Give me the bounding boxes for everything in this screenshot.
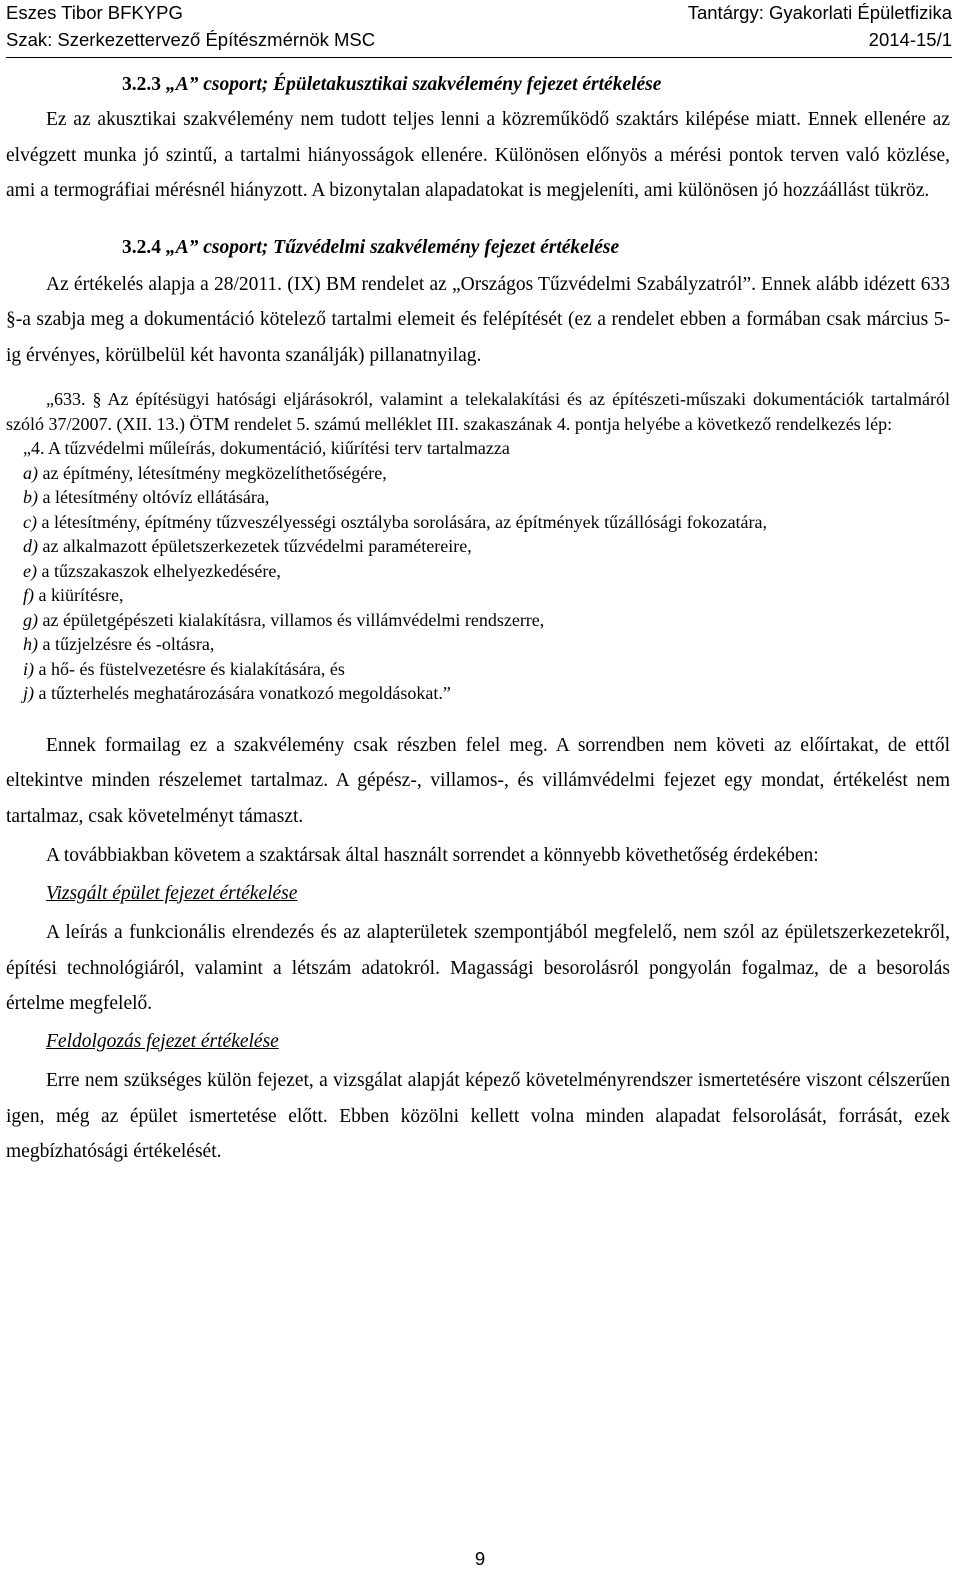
quote-item	[6, 534, 950, 559]
page-number: 9	[474, 1548, 486, 1569]
quote-item-label: a)	[23, 462, 38, 483]
quote-lead: „633. § Az építésügyi hatósági eljárásokról, valamint a telekalakítási és az építészeti-műszaki dokumentációk tartalmáról szóló 37/2007. (XII. 13.) ÖTM rendelet 5. számú melléklet III. szakaszának 4. pontja helyébe a következő rendelkezés lép:	[6, 389, 950, 434]
quote-item-text: a tűzjelzésre és -oltásra,	[38, 634, 215, 654]
quote-item-label: j)	[23, 683, 34, 703]
paragraph-processing: Erre nem szükséges külön fejezet, a vizsgálat alapját képező követelményrendszer ismertetésére viszont célszerűen igen, még az épület ismertetése előtt. Ebben közölni kellett volna minden alapadat felsorolását, forrását, ezek megbízhatósági értékelését.	[6, 1070, 950, 1162]
paragraph-order-note: A továbbiakban követem a szaktársak által használt sorrendet a könnyebb követhetőség érdekében:	[46, 845, 819, 866]
quote-item-text: a tűzszakaszok elhelyezkedésére,	[36, 560, 281, 581]
quote-item-text: a létesítmény, építmény tűzveszélyességi osztályba sorolására, az építmények tűzállósági fokozatára,	[36, 511, 768, 532]
quote-item-text: az épületgépészeti kialakításra, villamos és villámvédelmi rendszerre,	[38, 609, 545, 630]
quote-item-label: g)	[23, 609, 38, 630]
section-heading-3-2-4	[6, 233, 950, 263]
quote-item-text: a létesítmény oltóvíz ellátására,	[38, 487, 270, 507]
quote-item	[6, 657, 950, 682]
quote-item	[6, 681, 950, 706]
quote-item-label: d)	[23, 536, 38, 556]
header-semester: 2014-15/1	[868, 29, 952, 50]
quote-item-label: c)	[23, 511, 37, 532]
quote-item-label: e)	[23, 560, 37, 581]
quote-item-text: a hő- és füstelvezetésre és kialakítására, és	[34, 658, 345, 679]
quote-item-label: b)	[23, 487, 38, 507]
section-heading-3-2-3	[6, 70, 950, 100]
quote-item	[6, 559, 950, 584]
subheading-examined-building: Vizsgált épület fejezet értékelése	[46, 882, 298, 904]
quote-item-text: az alkalmazott épületszerkezetek tűzvédelmi paramétereire,	[38, 536, 472, 556]
subheading-processing: Feldolgozás fejezet értékelése	[46, 1030, 279, 1052]
quote-item	[6, 485, 950, 510]
header-rule	[6, 57, 952, 58]
quote-item-text: az építmény, létesítmény megközelíthetőségére,	[38, 462, 387, 483]
quote-item-4: „4. A tűzvédelmi műleírás, dokumentáció, kiűrítési terv tartalmazza	[23, 438, 510, 458]
quote-item	[6, 583, 950, 608]
quote-item-text: a tűzterhelés meghatározására vonatkozó megoldásokat.”	[34, 683, 451, 703]
legal-quote	[6, 387, 950, 706]
quote-item-label: h)	[23, 634, 38, 654]
section-title: „A” csoport; Épületakusztikai szakvélemény fejezet értékelése	[161, 74, 662, 95]
quote-item-label: f)	[23, 585, 34, 605]
quote-item	[6, 461, 950, 486]
header-subject: Tantárgy: Gyakorlati Épületfizika	[687, 2, 952, 23]
header-author: Eszes Tibor BFKYPG	[6, 2, 183, 23]
header-program: Szak: Szerkezettervező Építészmérnök MSC	[6, 29, 376, 50]
section-number: 3.2.3	[122, 74, 161, 95]
paragraph-evaluation: Ennek formailag ez a szakvélemény csak részben felel meg. A sorrendben nem követi az előírtakat, de ettől eltekintve minden részelemet tartalmaz. A gépész-, villamos-, és villámvédelmi fejezet egy mondat, értékelést nem tartalmaz, csak követelményt támaszt.	[6, 734, 950, 827]
section-title: „A” csoport; Tűzvédelmi szakvélemény fejezet értékelése	[161, 236, 620, 258]
quote-item	[6, 632, 950, 657]
quote-item	[6, 608, 950, 633]
paragraph-examined-building: A leírás a funkcionális elrendezés és az alapterületek szempontjából megfelelő, nem szól az épületszerkezetekről, építési technológiáról, valamint a létszám adatokról. Magassági besorolásról pongyolán fogalmaz, de a besorolás értelme megfelelő.	[6, 922, 950, 1014]
quote-item-text: a kiürítésre,	[34, 585, 124, 605]
quote-items-list	[6, 461, 950, 706]
paragraph-acoustics: Ez az akusztikai szakvélemény nem tudott teljes lenni a közreműködő szaktárs kilépése miatt. Ennek ellenére az elvégzett munka jó szintű, a tartalmi hiányosságok ellenére. Különösen előnyös a mérési pontok terven való közlése, ami a termográfiai mérésnél hiányzott. A bizonytalan alapadatokat is megjeleníti, ami különösen jó hozzáállást tükröz.	[6, 109, 950, 201]
section-number: 3.2.4	[122, 236, 161, 258]
paragraph-fire-basis: Az értékelés alapja a 28/2011. (IX) BM rendelet az „Országos Tűzvédelmi Szabályzatról”. Ennek alább idézett 633 §-a szabja meg a dokumentáció kötelező tartalmi elemeit és felépítését (ez a rendelet ebben a formában csak március 5-ig érvényes, körülbelül két havonta szanálják) pillanatnyilag.	[6, 273, 950, 366]
quote-item-label: i)	[23, 658, 34, 679]
quote-item	[6, 510, 950, 535]
document-body	[6, 70, 950, 1170]
